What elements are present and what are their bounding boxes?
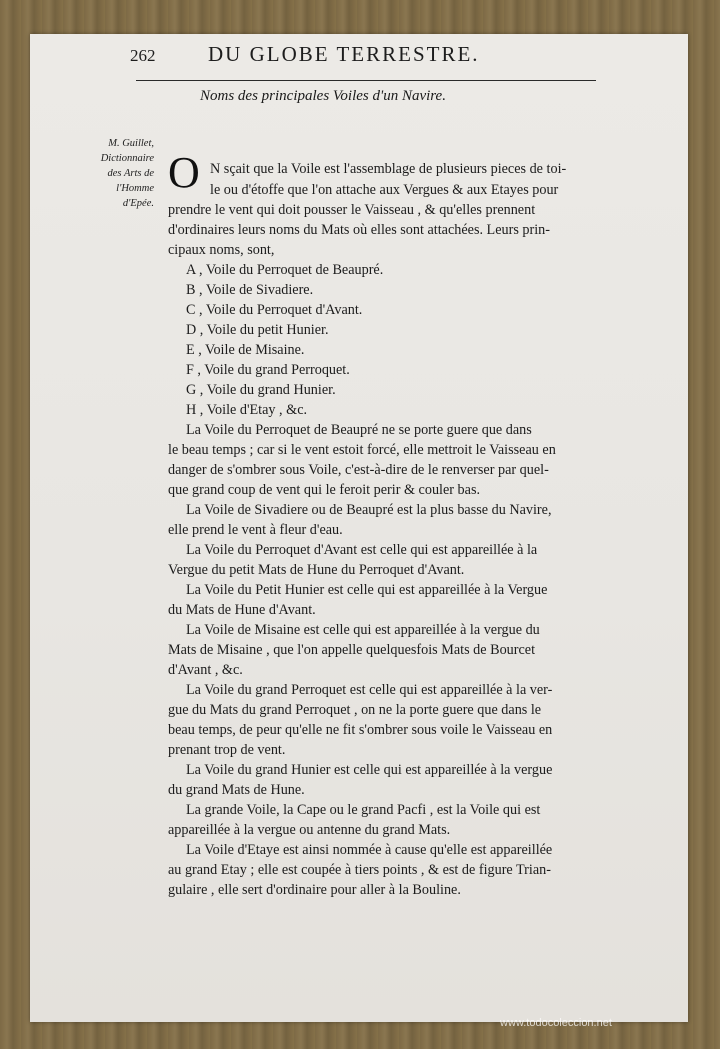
text-line: le beau temps ; car si le vent estoit forcé, elle mettroit le Vaisseau en [168, 442, 556, 458]
drop-cap: O [168, 148, 200, 197]
section-title: Noms des principales Voiles d'un Navire. [200, 88, 446, 104]
text-line: que grand coup de vent qui le feroit perir & couler bas. [168, 482, 481, 498]
margin-note-line: M. Guillet, [108, 138, 154, 149]
text-line: Mats de Misaine , que l'on appelle quelquesfois Mats de Bourcet [168, 642, 536, 658]
text-line: La Voile du Perroquet de Beaupré ne se porte guere que dans [186, 422, 532, 438]
text-line: prenant trop de vent. [168, 742, 286, 758]
sail-list-item: B , Voile de Sivadiere. [186, 282, 314, 298]
text-line: le ou d'étoffe que l'on attache aux Vergues & aux Etayes pour [210, 182, 559, 198]
sail-list-item: F , Voile du grand Perroquet. [186, 362, 350, 378]
sail-list-item: H , Voile d'Etay , &c. [186, 402, 308, 418]
margin-note-line: des Arts de [107, 168, 154, 179]
text-line: prendre le vent qui doit pousser le Vaisseau , & qu'elles prennent [168, 202, 536, 218]
margin-note-line: Dictionnaire [100, 153, 154, 164]
margin-note [54, 136, 154, 211]
text-line: du Mats de Hune d'Avant. [168, 602, 316, 618]
text-line: d'Avant , &c. [168, 662, 243, 678]
text-line: La Voile du Petit Hunier est celle qui est appareillée à la Vergue [186, 582, 548, 598]
text-line: appareillée à la vergue ou antenne du grand Mats. [168, 822, 451, 838]
text-line: La Voile du Perroquet d'Avant est celle qui est appareillée à la [186, 542, 538, 558]
text-line: gue du Mats du grand Perroquet , on ne la porte guere que dans le [168, 702, 542, 718]
text-line: La Voile de Misaine est celle qui est appareillée à la vergue du [186, 622, 540, 638]
text-line: beau temps, de peur qu'elle ne fit s'ombrer sous voile le Vaisseau en [168, 722, 553, 738]
sail-list-item: E , Voile de Misaine. [186, 342, 305, 358]
sail-list-item: D , Voile du petit Hunier. [186, 322, 329, 338]
text-line: gulaire , elle sert d'ordinaire pour aller à la Bouline. [168, 882, 461, 898]
text-line: La Voile du grand Perroquet est celle qui est appareillée à la ver- [186, 682, 553, 698]
text-line: cipaux noms, sont, [168, 242, 275, 258]
sail-list-item: C , Voile du Perroquet d'Avant. [186, 302, 363, 318]
page-header [130, 42, 590, 72]
text-line: au grand Etay ; elle est coupée à tiers points , & est de figure Trian- [168, 862, 551, 878]
text-line: La Voile d'Etaye est ainsi nommée à cause qu'elle est appareillée [186, 842, 553, 858]
margin-note-line: d'Epée. [122, 198, 154, 209]
margin-note-line: l'Homme [116, 183, 154, 194]
page-number: 262 [130, 46, 156, 65]
header-rule [136, 80, 596, 81]
text-line: danger de s'ombrer sous Voile, c'est-à-dire de le renverser par quel- [168, 462, 549, 478]
sail-list-item: A , Voile du Perroquet de Beaupré. [186, 262, 384, 278]
text-line: d'ordinaires leurs noms du Mats où elles sont attachées. Leurs prin- [168, 222, 550, 238]
text-line: Vergue du petit Mats de Hune du Perroquet d'Avant. [168, 562, 465, 578]
text-line: du grand Mats de Hune. [168, 782, 305, 798]
sail-list-item: G , Voile du grand Hunier. [186, 382, 336, 398]
running-head: DU GLOBE TERRESTRE. [208, 42, 480, 66]
text-line: La Voile de Sivadiere ou de Beaupré est la plus basse du Navire, [186, 502, 552, 518]
watermark-text: www.todocoleccion.net [500, 1017, 612, 1029]
text-line: La Voile du grand Hunier est celle qui est appareillée à la vergue [186, 762, 553, 778]
text-line: N sçait que la Voile est l'assemblage de plusieurs pieces de toi- [210, 161, 567, 177]
text-line: elle prend le vent à fleur d'eau. [168, 522, 343, 538]
text-line: La grande Voile, la Cape ou le grand Pacfi , est la Voile qui est [186, 802, 541, 818]
